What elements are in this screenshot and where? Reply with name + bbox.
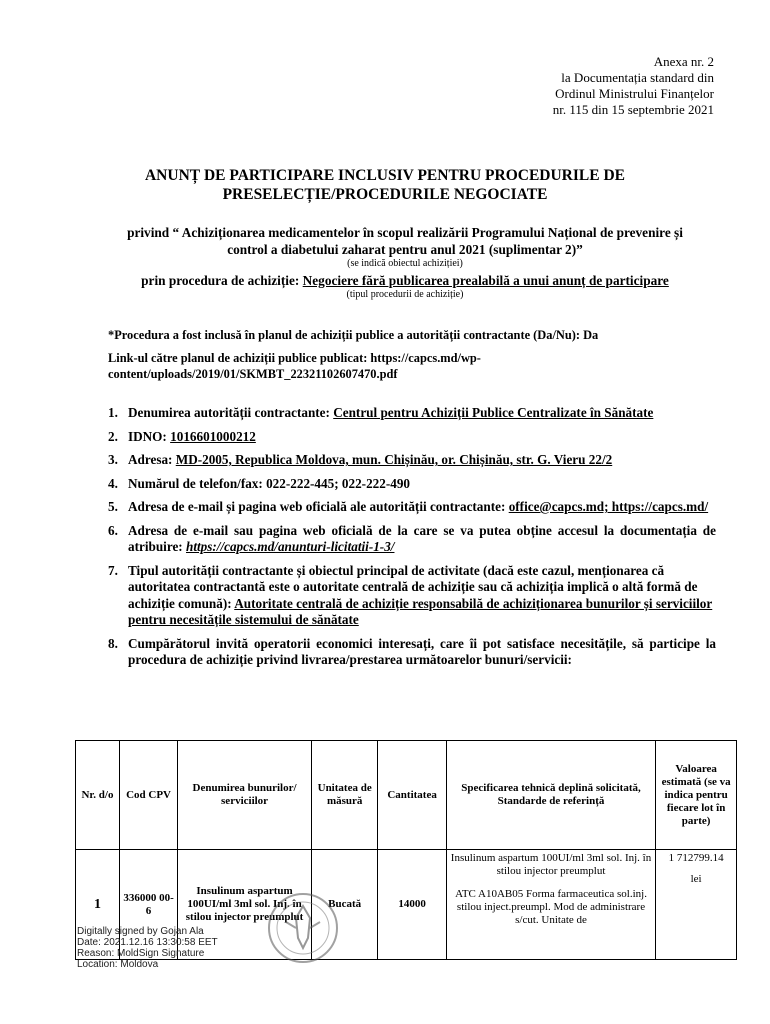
item-label: Cumpărătorul invită operatorii economici interesați, care îi pot satisface necesitățile, să participe la procedura de achiziție privind livrarea/prestarea următoarelor bunuri/servicii: [128,635,716,667]
plan-link[interactable]: Link-ul către planul de achiziții publice publicat: https://capcs.md/wp-content/uploads/2019/01/SKMBT_22321102607470.pdf [108,351,481,381]
state-seal-icon [258,888,348,968]
procedure-label: prin procedura de achiziție: [141,273,300,288]
col-header-name: Denumirea bunurilor/ serviciilor [178,741,312,850]
cell-cpv: 336000 00-6 [119,850,177,960]
item-number: 8. [108,635,118,651]
item-number: 5. [108,499,118,514]
digital-signature [77,926,218,970]
list-item [108,636,716,669]
list-item [108,429,716,446]
item-label: Adresa de e-mail și pagina web oficială ale autorității contractante: [128,499,506,514]
value-amount: 1 712799.14 [668,852,724,864]
item-number: 3. [108,452,118,467]
signature-line: Reason: MoldSign Signature [77,948,205,959]
signature-line: Digitally signed by Gojan Ala [77,926,204,937]
col-header-qty: Cantitatea [378,741,446,850]
object-text: “ Achiziționarea medicamentelor în scopul realizării Programului Național de prevenire și control a diabetului zaharat pentru anul 2021 (suplimentar 2)” [172,225,683,257]
col-header-spec: Specificarea tehnică deplină solicitată, Standarde de referință [446,741,655,850]
item-number: 2. [108,428,118,444]
title-line: PRESELECȚIE/PROCEDURILE NEGOCIATE [222,186,548,203]
cell-qty: 14000 [378,850,446,960]
cell-spec [446,850,655,960]
list-item [108,405,716,422]
table-header-row [76,741,737,850]
list-item [108,563,716,629]
item-value[interactable]: office@capcs.md; https://capcs.md/ [508,499,709,514]
annex-line: Ordinul Ministrului Finanțelor [555,86,714,101]
procurement-object [110,225,700,270]
col-header-unit: Unitatea de măsură [311,741,377,850]
cell-nr: 1 [76,850,120,960]
annex-line: nr. 115 din 15 septembrie 2021 [552,102,714,117]
item-value: Centrul pentru Achiziții Publice Centralizate în Sănătate [333,405,654,420]
item-label: Tipul autorității contractante și obiectul principal de activitate (dacă este cazul, menționarea că autoritatea contractantă este o autoritate centrală de achiziție sau că achiziția implică o altă formă de achiziție comună): [128,562,698,611]
item-number: 6. [108,522,118,538]
signature-line: Date: 2021.12.16 13:30:58 EET [77,937,218,948]
list-item [108,499,716,516]
annex-line: Anexa nr. 2 [653,54,714,69]
item-number: 7. [108,562,118,578]
item-label: Numărul de telefon/fax: 022-222-445; 022-222-490 [128,475,411,491]
list-item [108,476,716,493]
procedure-value: Negociere fără publicarea prealabilă a unui anunț de participare [302,273,669,288]
list-item [108,523,716,556]
page-title [90,166,680,204]
item-number: 1. [108,405,118,420]
object-note: (se indică obiectul achiziției) [347,258,463,269]
spec-line: ATC A10AB05 Forma farmaceutica sol.inj. stilou inject.preumpl. Mod de administrare s/cut. Unitate de [455,888,647,926]
title-line: ANUNȚ DE PARTICIPARE INCLUSIV PENTRU PROCEDURILE DE [144,167,625,184]
procedure-type [110,273,700,301]
cell-unit: Bucată [311,850,377,960]
item-value: 1016601000212 [170,428,256,444]
col-header-nr: Nr. d/o [76,741,120,850]
item-label: Adresa de e-mail sau pagina web oficială de la care se va putea obține accesul la documentația de atribuire: [128,522,716,554]
item-number: 4. [108,475,118,491]
cell-name: Insulinum aspartum 100UI/ml 3ml sol. Inj. în stilou injector preumplut [178,850,312,960]
cell-value [656,850,737,960]
item-label: IDNO: [128,428,167,444]
annex-header [553,54,714,118]
annex-line: la Documentația standard din [561,70,714,85]
object-prefix: privind [127,225,170,240]
item-label: Adresa: [128,452,173,467]
procedure-note: (tipul procedurii de achiziție) [346,289,464,300]
value-currency: lei [690,873,702,885]
item-value: MD-2005, Republica Moldova, mun. Chișinău, or. Chișinău, str. G. Vieru 22/2 [175,452,613,467]
col-header-cpv: Cod CPV [119,741,177,850]
item-value: Autoritate centrală de achiziție responsabilă de achiziționarea bunurilor și serviciilor pentru necesitățile sistemului de sănătate [128,595,713,627]
announcement-items [108,405,716,676]
col-header-value: Valoarea estimată (se va indica pentru fiecare lot în parte) [656,741,737,850]
signature-line: Location: Moldova [77,959,159,970]
item-label: Denumirea autorității contractante: [128,405,330,420]
item-value[interactable]: https://capcs.md/anunturi-licitatii-1-3/ [186,539,395,554]
list-item [108,452,716,469]
plan-inclusion: *Procedura a fost inclusă în planul de achiziții publice a autorității contractante (Da/Nu): Da [108,328,599,342]
spec-line: Insulinum aspartum 100UI/ml 3ml sol. Inj. în stilou injector preumplut [450,852,652,877]
